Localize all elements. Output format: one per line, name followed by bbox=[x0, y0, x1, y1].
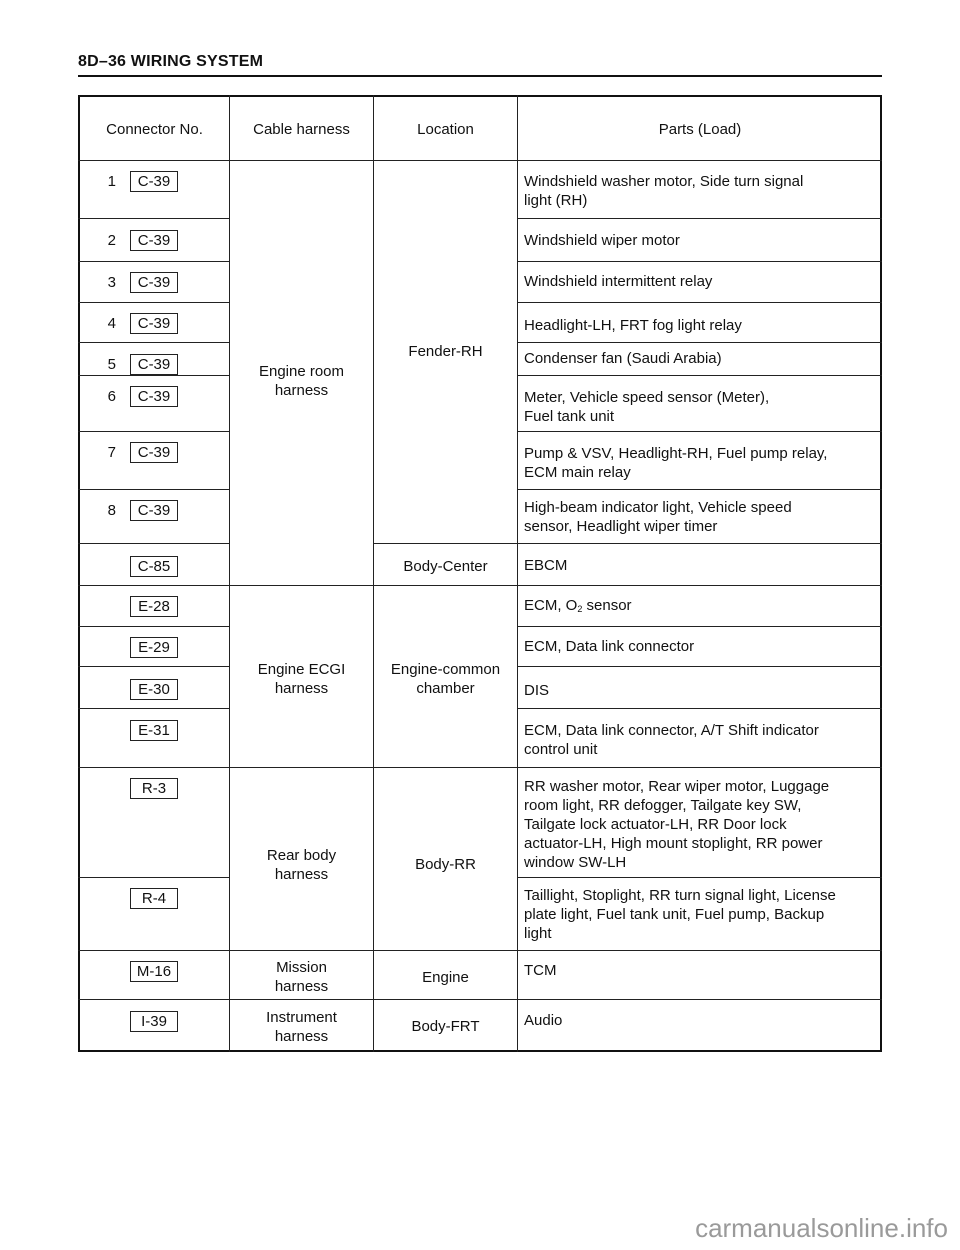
parts-line: light (RH) bbox=[524, 192, 588, 209]
connector-code: E-28 bbox=[130, 596, 178, 617]
row-divider bbox=[78, 342, 229, 343]
row-divider bbox=[517, 218, 882, 219]
location-cell: Fender-RH bbox=[408, 343, 483, 360]
parts-cell: Condenser fan (Saudi Arabia) bbox=[524, 350, 722, 367]
parts-subscript: 2 bbox=[577, 604, 583, 614]
row-divider bbox=[78, 767, 882, 768]
col-header-connector: Connector No. bbox=[106, 121, 203, 138]
harness-cell bbox=[230, 660, 373, 698]
row-divider bbox=[78, 950, 882, 951]
row-divider bbox=[78, 489, 229, 490]
location-cell bbox=[374, 660, 517, 698]
row-divider bbox=[517, 375, 882, 376]
parts-line: actuator-LH, High mount stoplight, RR power bbox=[524, 835, 823, 852]
location-cell: Body-RR bbox=[415, 856, 476, 873]
connector-code: E-29 bbox=[130, 637, 178, 658]
parts-line: window SW-LH bbox=[524, 854, 627, 871]
harness-cell bbox=[230, 1008, 373, 1046]
connector-number: 3 bbox=[107, 274, 116, 291]
row-divider bbox=[78, 999, 882, 1000]
connector-number: 8 bbox=[107, 502, 116, 519]
location-line: Engine-common bbox=[390, 661, 501, 678]
parts-text: sensor bbox=[582, 597, 632, 614]
row-divider bbox=[78, 431, 229, 432]
col-header-location: Location bbox=[417, 121, 474, 138]
row-divider bbox=[517, 261, 882, 262]
parts-line: sensor, Headlight wiper timer bbox=[524, 518, 718, 535]
location-cell: Engine bbox=[422, 969, 469, 986]
connector-code: R-4 bbox=[130, 888, 178, 909]
connector-number: 5 bbox=[107, 356, 116, 373]
connector-code: C-39 bbox=[130, 500, 178, 521]
connector-code: E-30 bbox=[130, 679, 178, 700]
harness-cell bbox=[230, 846, 373, 884]
parts-cell: ECM, Data link connector bbox=[524, 638, 695, 655]
connector-number: 6 bbox=[107, 388, 116, 405]
parts-line: RR washer motor, Rear wiper motor, Luggage bbox=[524, 778, 830, 795]
parts-cell bbox=[524, 498, 880, 536]
connector-code: C-39 bbox=[130, 171, 178, 192]
harness-line: Mission bbox=[276, 959, 327, 976]
row-divider bbox=[517, 708, 882, 709]
col-divider bbox=[517, 95, 518, 1052]
parts-cell: Headlight-LH, FRT fog light relay bbox=[524, 317, 742, 334]
parts-cell bbox=[524, 777, 880, 872]
row-divider bbox=[78, 218, 229, 219]
row-divider bbox=[78, 626, 229, 627]
row-divider bbox=[517, 666, 882, 667]
location-cell: Body-FRT bbox=[411, 1018, 480, 1035]
watermark: carmanualsonline.info bbox=[695, 1213, 948, 1243]
connector-code: C-39 bbox=[130, 386, 178, 407]
parts-line: ECM main relay bbox=[524, 464, 631, 481]
parts-cell bbox=[524, 172, 880, 210]
parts-line: room light, RR defogger, Tailgate key SW, bbox=[524, 797, 802, 814]
col-divider bbox=[229, 95, 230, 1052]
parts-cell bbox=[524, 721, 880, 759]
harness-line: Instrument bbox=[266, 1009, 337, 1026]
row-divider bbox=[517, 302, 882, 303]
parts-cell: DIS bbox=[524, 682, 550, 699]
connector-code: E-31 bbox=[130, 720, 178, 741]
parts-cell bbox=[524, 596, 880, 619]
connector-number: 2 bbox=[107, 232, 116, 249]
connector-number: 7 bbox=[107, 444, 116, 461]
harness-line: harness bbox=[274, 1028, 329, 1045]
connector-code: C-39 bbox=[130, 442, 178, 463]
connector-code: I-39 bbox=[130, 1011, 178, 1032]
parts-line: light bbox=[524, 925, 552, 942]
col-header-harness: Cable harness bbox=[253, 121, 350, 138]
harness-cell bbox=[230, 958, 373, 996]
parts-cell: TCM bbox=[524, 962, 557, 979]
connector-code: C-85 bbox=[130, 556, 178, 577]
connector-code: C-39 bbox=[130, 230, 178, 251]
row-divider bbox=[78, 543, 229, 544]
row-divider bbox=[78, 666, 229, 667]
row-divider bbox=[78, 375, 229, 376]
row-divider bbox=[78, 708, 229, 709]
row-divider bbox=[517, 877, 882, 878]
parts-cell: Windshield wiper motor bbox=[524, 232, 680, 249]
parts-line: plate light, Fuel tank unit, Fuel pump, Backup bbox=[524, 906, 825, 923]
connector-code: C-39 bbox=[130, 272, 178, 293]
page-title: 8D–36 WIRING SYSTEM bbox=[78, 53, 264, 70]
row-divider bbox=[78, 585, 882, 586]
harness-line: harness bbox=[274, 866, 329, 883]
parts-cell bbox=[524, 388, 880, 426]
connector-code: C-39 bbox=[130, 354, 178, 375]
parts-cell bbox=[524, 444, 880, 482]
harness-line: harness bbox=[274, 978, 329, 995]
page-header bbox=[78, 53, 882, 77]
harness-line: harness bbox=[274, 680, 329, 697]
parts-cell: Windshield intermittent relay bbox=[524, 273, 713, 290]
row-divider bbox=[517, 431, 882, 432]
connector-code: M-16 bbox=[130, 961, 178, 982]
row-divider bbox=[78, 877, 229, 878]
parts-line: Pump & VSV, Headlight-RH, Fuel pump relay, bbox=[524, 445, 828, 462]
connector-number: 1 bbox=[107, 173, 116, 190]
parts-cell bbox=[524, 886, 880, 943]
harness-line: Engine ECGI bbox=[257, 661, 346, 678]
row-divider bbox=[517, 489, 882, 490]
parts-line: control unit bbox=[524, 741, 598, 758]
col-header-parts: Parts (Load) bbox=[658, 121, 742, 138]
parts-line: Fuel tank unit bbox=[524, 408, 615, 425]
row-divider bbox=[78, 160, 882, 161]
harness-line: Rear body bbox=[266, 847, 337, 864]
parts-line: ECM, Data link connector, A/T Shift indicator bbox=[524, 722, 819, 739]
location-line: chamber bbox=[416, 680, 475, 697]
parts-text: ECM, O bbox=[524, 597, 578, 614]
parts-line: Tailgate lock actuator-LH, RR Door lock bbox=[524, 816, 787, 833]
row-divider bbox=[373, 543, 882, 544]
row-divider bbox=[517, 342, 882, 343]
harness-line: Engine room bbox=[258, 363, 345, 380]
connector-code: R-3 bbox=[130, 778, 178, 799]
parts-line: High-beam indicator light, Vehicle speed bbox=[524, 499, 792, 516]
harness-cell bbox=[230, 362, 373, 400]
parts-line: Windshield washer motor, Side turn signal bbox=[524, 173, 804, 190]
location-cell: Body-Center bbox=[403, 558, 488, 575]
harness-line: harness bbox=[274, 382, 329, 399]
row-divider bbox=[78, 302, 229, 303]
parts-cell: Audio bbox=[524, 1012, 563, 1029]
row-divider bbox=[78, 261, 229, 262]
parts-line: Meter, Vehicle speed sensor (Meter), bbox=[524, 389, 770, 406]
row-divider bbox=[517, 626, 882, 627]
connector-code: C-39 bbox=[130, 313, 178, 334]
connector-number: 4 bbox=[107, 315, 116, 332]
parts-cell: EBCM bbox=[524, 557, 568, 574]
parts-line: Taillight, Stoplight, RR turn signal light, License bbox=[524, 887, 836, 904]
